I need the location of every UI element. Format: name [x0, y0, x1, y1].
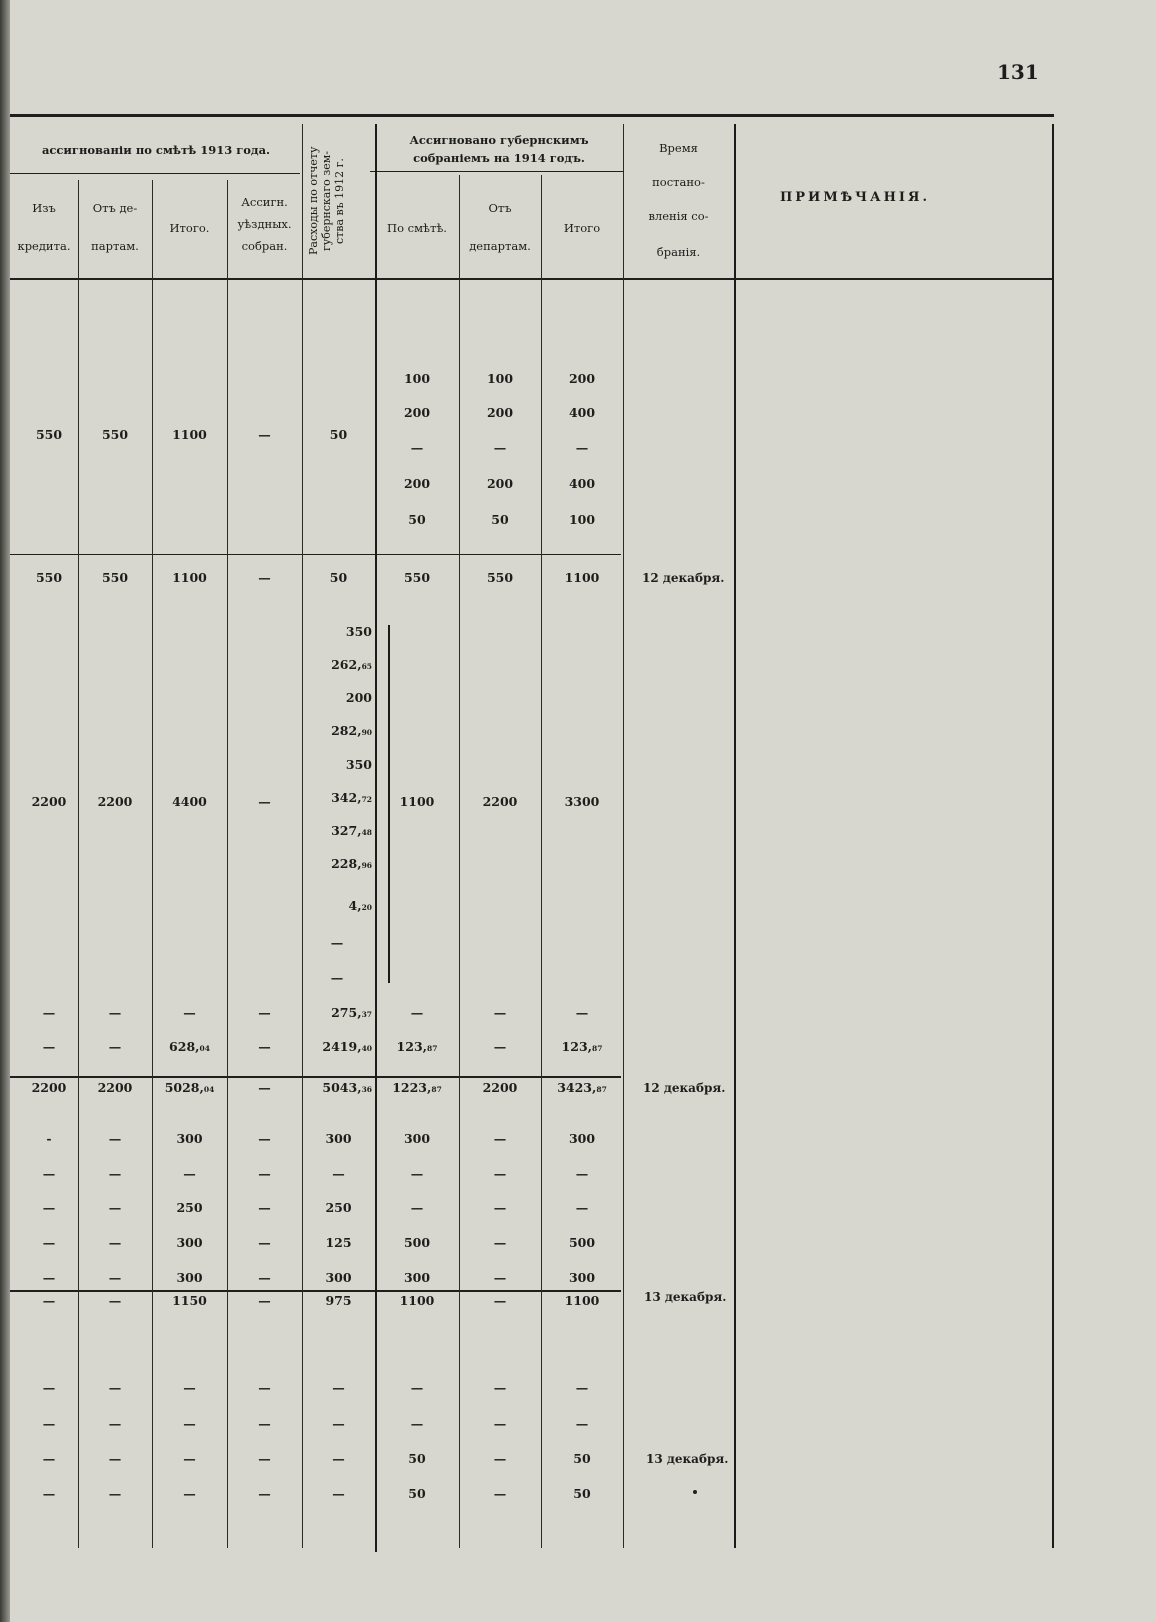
- header-bottom-rule: [10, 278, 1054, 280]
- b4-credit: —: [42, 1486, 56, 1501]
- b2-expense-9: —: [330, 935, 344, 950]
- header-district-3: собран.: [241, 239, 288, 253]
- s2-expense: 5043,36: [322, 1080, 372, 1095]
- rule-sum3: [10, 1290, 621, 1292]
- b3-tot: 500: [568, 1235, 596, 1250]
- header-group-1913: ассигнованіи по смѣтѣ 1913 года.: [41, 143, 271, 157]
- b1-tot-3: 400: [568, 476, 596, 491]
- b4-est: 50: [408, 1486, 426, 1501]
- b2-expense-3: 282,90: [331, 723, 372, 738]
- b3-credit: —: [42, 1200, 56, 1215]
- header-subdivide-1913: [10, 173, 300, 174]
- col-rule: [623, 124, 624, 1548]
- s1-dept: 550: [101, 570, 129, 585]
- rule-sum2: [10, 1076, 621, 1078]
- b3-tot: 300: [568, 1270, 596, 1285]
- table-right-rule: [1052, 124, 1054, 1548]
- ra-district: —: [258, 1005, 271, 1020]
- b4-tot: 50: [573, 1451, 591, 1466]
- b4-credit: —: [42, 1416, 56, 1431]
- rb-tot: 123,87: [561, 1039, 603, 1054]
- b3-credit: -: [46, 1131, 52, 1146]
- s1-est: 550: [403, 570, 431, 585]
- b1-est-2: —: [410, 440, 424, 455]
- page-number: 131: [997, 60, 1039, 84]
- ra-expense: 275,37: [331, 1005, 372, 1020]
- s2-district: —: [258, 1080, 271, 1095]
- b4-dep: —: [493, 1416, 507, 1431]
- s1-total: 1100: [172, 570, 207, 585]
- s3-credit: —: [42, 1293, 56, 1308]
- b3-est: 500: [403, 1235, 431, 1250]
- s3-dept: —: [108, 1293, 122, 1308]
- b1-total: 1100: [172, 427, 207, 442]
- header-time-4: бранія.: [656, 245, 701, 259]
- b4-district: —: [258, 1380, 271, 1395]
- b1-tot-0: 200: [568, 371, 596, 386]
- header-credit-2: кредита.: [17, 239, 71, 253]
- rb-est: 123,87: [396, 1039, 438, 1054]
- b3-dept: —: [108, 1200, 122, 1215]
- b1-district: —: [258, 427, 271, 442]
- header-estimate: По смѣтѣ.: [387, 221, 447, 235]
- b1-est-3: 200: [403, 476, 431, 491]
- b3-total: 300: [176, 1235, 203, 1250]
- header-credit-1: Изъ: [32, 201, 56, 215]
- b3-total: 300: [176, 1270, 203, 1285]
- ra-total: —: [183, 1005, 196, 1020]
- b4-expense: —: [332, 1486, 345, 1501]
- b3-district: —: [258, 1166, 271, 1181]
- b4-dep: —: [493, 1486, 507, 1501]
- b1-tot-4: 100: [568, 512, 596, 527]
- b1-tot-1: 400: [568, 405, 596, 420]
- ra-tot: —: [575, 1005, 589, 1020]
- s1-tot: 1100: [564, 570, 600, 585]
- b3-district: —: [258, 1200, 271, 1215]
- rb-credit: —: [42, 1039, 56, 1054]
- b4-district: —: [258, 1486, 271, 1501]
- b1-dep-4: 50: [491, 512, 509, 527]
- s2-dep: 2200: [482, 1080, 518, 1095]
- b2-expense-7: 228,96: [331, 856, 372, 871]
- rb-dep: —: [493, 1039, 507, 1054]
- header-dept-1914-2: департам.: [469, 239, 531, 253]
- s3-est: 1100: [399, 1293, 435, 1308]
- b4-expense: —: [332, 1380, 345, 1395]
- b4-dep: —: [493, 1451, 507, 1466]
- b2-expense-10: —: [330, 970, 344, 985]
- b3-dept: —: [108, 1131, 122, 1146]
- b3-est: —: [410, 1166, 424, 1181]
- col-rule: [78, 180, 79, 1548]
- b4-expense: —: [332, 1451, 345, 1466]
- header-group-1914-1: Ассигновано губернскимъ: [409, 133, 589, 147]
- rb-dept: —: [108, 1039, 122, 1054]
- b2-est: 1100: [399, 794, 435, 809]
- b3-expense: —: [332, 1166, 345, 1181]
- b4-dept: —: [108, 1451, 122, 1466]
- b4-est: 50: [408, 1451, 426, 1466]
- ra-est: —: [410, 1005, 424, 1020]
- s2-est: 1223,87: [392, 1080, 442, 1095]
- b4-total: —: [183, 1380, 196, 1395]
- s1-expense: 50: [329, 570, 348, 585]
- s1-dep: 550: [486, 570, 514, 585]
- b4-district: —: [258, 1416, 271, 1431]
- col-rule: [375, 124, 377, 1552]
- b4-total: —: [183, 1451, 196, 1466]
- table-top-rule: [10, 114, 1054, 117]
- b4-district: —: [258, 1451, 271, 1466]
- rb-total: 628,04: [169, 1039, 210, 1054]
- b3-est: 300: [403, 1270, 431, 1285]
- header-time-2: постано-: [652, 175, 705, 189]
- b4-tot: —: [575, 1380, 589, 1395]
- b4-tot: —: [575, 1416, 589, 1431]
- scan-edge: [0, 0, 10, 1622]
- b4-tot: 50: [573, 1486, 591, 1501]
- s3-dep: —: [493, 1293, 507, 1308]
- s3-tot: 1100: [564, 1293, 600, 1308]
- b3-dep: —: [493, 1131, 507, 1146]
- header-total-1914: Итого: [563, 221, 601, 235]
- b1-dep-2: —: [493, 440, 507, 455]
- header-time-1: Время: [659, 141, 698, 155]
- ra-credit: —: [42, 1005, 56, 1020]
- b3-total: 300: [176, 1131, 203, 1146]
- b1-dep-1: 200: [486, 405, 514, 420]
- b1-est-1: 200: [403, 405, 431, 420]
- header-dept-2: партам.: [91, 239, 139, 253]
- s1-date: 12 декабря.: [642, 571, 725, 585]
- header-district-2: уѣздных.: [237, 217, 292, 231]
- b3-district: —: [258, 1270, 271, 1285]
- b1-est-4: 50: [408, 512, 426, 527]
- b2-dept: 2200: [97, 794, 133, 809]
- b4-dept: —: [108, 1416, 122, 1431]
- b4-credit: —: [42, 1451, 56, 1466]
- b2-expense-4: 350: [345, 757, 372, 772]
- b3-dept: —: [108, 1166, 122, 1181]
- b3-tot: —: [575, 1166, 589, 1181]
- b4-dept: —: [108, 1380, 122, 1395]
- b2-expense-5: 342,72: [331, 790, 372, 805]
- rb-district: —: [258, 1039, 271, 1054]
- stray-dot: [693, 1490, 697, 1494]
- header-dept-1: Отъ де-: [92, 201, 138, 215]
- b2-credit: 2200: [31, 794, 67, 809]
- s1-district: —: [258, 570, 271, 585]
- header-group-1914-2: собраніемъ на 1914 годъ.: [413, 151, 585, 165]
- s2-total: 5028,04: [164, 1080, 215, 1095]
- b3-expense: 125: [325, 1235, 352, 1250]
- b3-est: 300: [403, 1131, 431, 1146]
- b1-expense: 50: [329, 427, 348, 442]
- header-expense-1912: Расходы по отчету губернскаго зем- ства въ 1912 г.: [307, 146, 346, 256]
- b3-dep: —: [493, 1200, 507, 1215]
- b3-dep: —: [493, 1235, 507, 1250]
- b3-tot: —: [575, 1200, 589, 1215]
- b4-est: —: [410, 1380, 424, 1395]
- header-dept-1914-1: Отъ: [488, 201, 512, 215]
- s2-credit: 2200: [31, 1080, 67, 1095]
- s3-date: 13 декабря.: [644, 1290, 727, 1304]
- b2-dep: 2200: [482, 794, 518, 809]
- rb-expense: 2419,40: [322, 1039, 372, 1054]
- b4-date: 13 декабря.: [646, 1452, 729, 1466]
- b1-dept: 550: [101, 427, 129, 442]
- header-time-3: вленія со-: [648, 209, 709, 223]
- b4-total: —: [183, 1486, 196, 1501]
- s2-tot: 3423,87: [557, 1080, 607, 1095]
- b2-expense-0: 350: [345, 624, 372, 639]
- b3-dept: —: [108, 1235, 122, 1250]
- b3-expense: 250: [325, 1200, 352, 1215]
- header-notes: ПРИМѢЧАНІЯ.: [780, 190, 930, 205]
- b2-total: 4400: [172, 794, 207, 809]
- b1-dep-3: 200: [486, 476, 514, 491]
- s3-district: —: [258, 1293, 271, 1308]
- b1-tot-2: —: [575, 440, 589, 455]
- ra-dep: —: [493, 1005, 507, 1020]
- b1-dep-0: 100: [486, 371, 514, 386]
- b2-district: —: [258, 794, 271, 809]
- b3-dept: —: [108, 1270, 122, 1285]
- b3-credit: —: [42, 1235, 56, 1250]
- b3-total: 250: [176, 1200, 203, 1215]
- b1-credit: 550: [35, 427, 63, 442]
- b3-est: —: [410, 1200, 424, 1215]
- b4-credit: —: [42, 1380, 56, 1395]
- b2-expense-6: 327,48: [331, 823, 372, 838]
- b3-dep: —: [493, 1270, 507, 1285]
- header-district-1: Ассигн.: [241, 195, 288, 209]
- s1-credit: 550: [35, 570, 63, 585]
- b4-total: —: [183, 1416, 196, 1431]
- b3-tot: 300: [568, 1131, 596, 1146]
- rule-after-block1: [10, 554, 621, 555]
- b1-est-0: 100: [403, 371, 431, 386]
- header-total: Итого.: [169, 221, 210, 235]
- b3-credit: —: [42, 1166, 56, 1181]
- ra-dept: —: [108, 1005, 122, 1020]
- b4-est: —: [410, 1416, 424, 1431]
- s2-date: 12 декабря.: [643, 1081, 726, 1095]
- col-rule: [152, 180, 153, 1548]
- b4-dept: —: [108, 1486, 122, 1501]
- b3-district: —: [258, 1235, 271, 1250]
- b3-credit: —: [42, 1270, 56, 1285]
- col-rule: [734, 124, 736, 1548]
- b3-total: —: [183, 1166, 196, 1181]
- b3-district: —: [258, 1131, 271, 1146]
- b2-expense-2: 200: [345, 690, 372, 705]
- header-subdivide-1914: [370, 171, 623, 172]
- s3-total: 1150: [172, 1293, 207, 1308]
- b2-tot: 3300: [564, 794, 600, 809]
- b4-dep: —: [493, 1380, 507, 1395]
- b2-expense-1: 262,65: [331, 657, 372, 672]
- col-rule: [227, 180, 228, 1548]
- b3-expense: 300: [325, 1131, 352, 1146]
- b3-expense: 300: [325, 1270, 352, 1285]
- b2-expense-8: 4,20: [348, 898, 372, 913]
- s2-dept: 2200: [97, 1080, 133, 1095]
- s3-expense: 975: [325, 1293, 352, 1308]
- b4-expense: —: [332, 1416, 345, 1431]
- b3-dep: —: [493, 1166, 507, 1181]
